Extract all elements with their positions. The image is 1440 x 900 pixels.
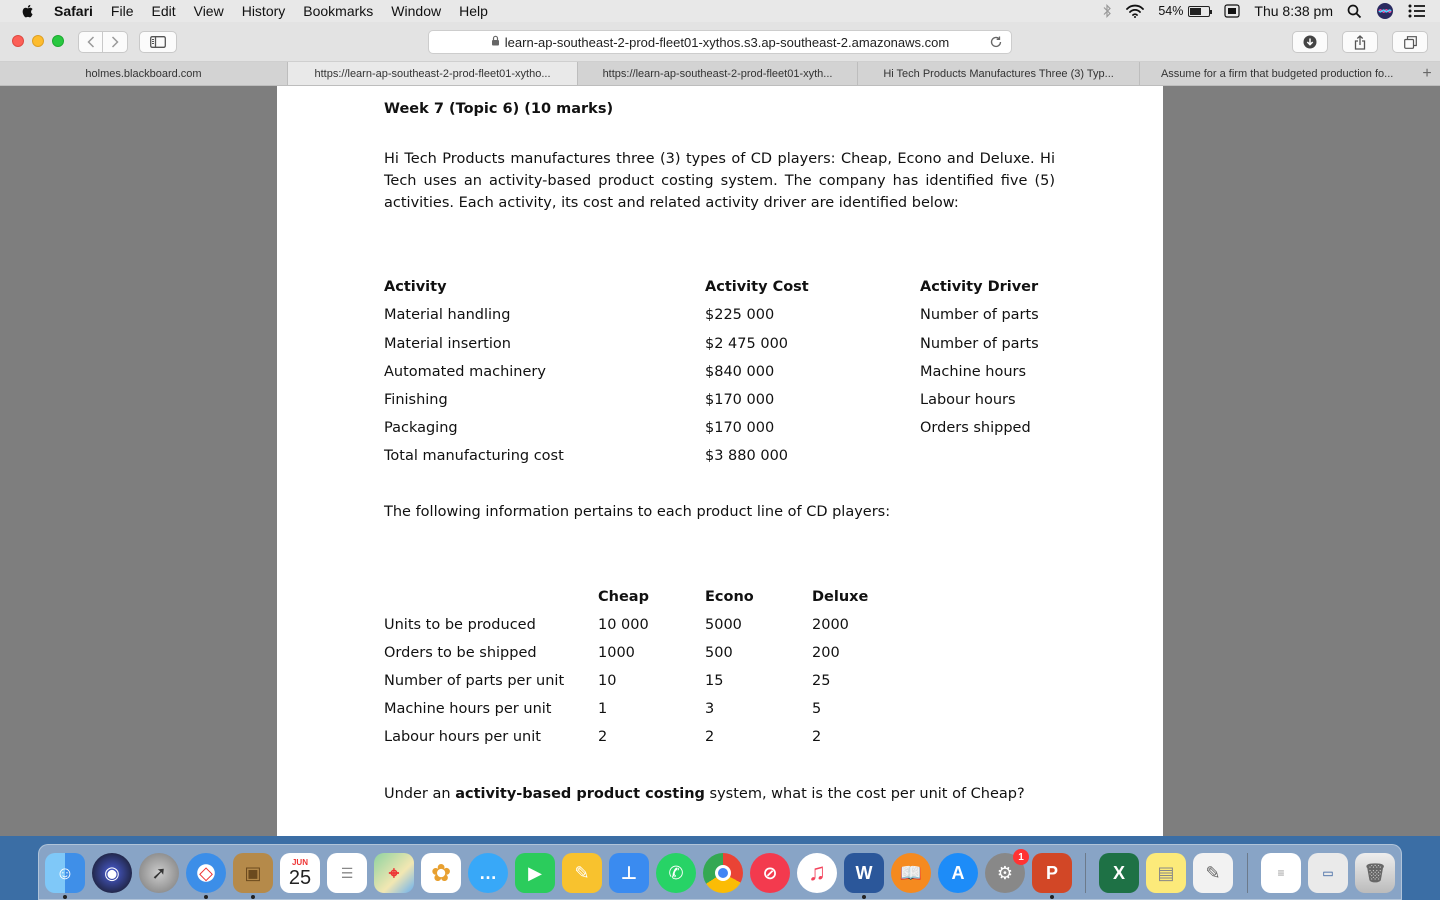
activity-total-cost: $3 880 000 [705, 448, 789, 464]
activity-cost: $2 475 000 [705, 336, 789, 352]
menu-bar [0, 0, 1440, 22]
product-cell: 2 [812, 729, 822, 745]
back-button[interactable] [78, 31, 103, 53]
photos-icon[interactable]: ✿ [421, 853, 461, 893]
tab-title: holmes.blackboard.com [85, 67, 202, 80]
activity-driver: Labour hours [920, 392, 1016, 408]
toolbar-right-buttons [1292, 31, 1428, 53]
product-cell: 10 [598, 673, 617, 689]
books-icon[interactable]: 📖 [891, 853, 931, 893]
calendar-icon[interactable] [280, 853, 320, 893]
product-cell: 1000 [598, 645, 635, 661]
window-controls [12, 35, 64, 47]
product-cell: 25 [812, 673, 831, 689]
menu-file[interactable]: File [110, 3, 134, 19]
menu-history[interactable]: History [241, 3, 286, 19]
trash-icon[interactable]: 🗑 [1355, 853, 1395, 893]
tab-budgeted-production[interactable] [1140, 62, 1414, 85]
keynote-icon[interactable]: ⊥ [609, 853, 649, 893]
tab-xythos-2[interactable] [578, 62, 858, 85]
app-store-icon[interactable]: A [938, 853, 978, 893]
notes-icon[interactable]: ▤ [1146, 853, 1186, 893]
menu-help[interactable]: Help [459, 3, 488, 19]
activity-driver: Number of parts [920, 336, 1039, 352]
system-preferences-icon[interactable]: ⚙ 1 [985, 853, 1025, 893]
whatsapp-icon[interactable]: ✆ [656, 853, 696, 893]
product-cell: 500 [705, 645, 733, 661]
product-cell: 2000 [812, 617, 849, 633]
menu-bookmarks[interactable]: Bookmarks [303, 3, 374, 19]
activity-total-label: Total manufacturing cost [384, 448, 564, 464]
window-minimize-button[interactable] [32, 35, 44, 47]
lock-icon [491, 35, 500, 49]
maps-icon[interactable]: ⌖ [374, 853, 414, 893]
running-indicator [251, 895, 255, 899]
question-pre: Under an [384, 786, 456, 802]
battery-icon [1188, 6, 1210, 17]
product-row-label: Labour hours per unit [384, 729, 541, 745]
activity-name: Material insertion [384, 336, 511, 352]
share-icon [1354, 35, 1366, 50]
siri-menu-icon[interactable] [1376, 2, 1394, 20]
download-icon [1303, 35, 1317, 49]
dock-separator [1247, 853, 1248, 893]
product-cell: 200 [812, 645, 840, 661]
pdf-page [277, 86, 1163, 836]
wifi-icon[interactable] [1126, 4, 1144, 18]
activity-name: Packaging [384, 420, 458, 436]
menu-view[interactable]: View [193, 3, 224, 19]
product-info-intro: The following information pertains to each product line of CD players: [384, 504, 891, 520]
chrome-center-icon [715, 865, 731, 881]
activity-driver: Machine hours [920, 364, 1027, 380]
word-icon[interactable] [844, 853, 884, 893]
preview-document-icon[interactable]: ▭ [1308, 853, 1348, 893]
excel-icon[interactable] [1099, 853, 1139, 893]
nav-buttons [78, 31, 128, 53]
share-button[interactable] [1342, 31, 1378, 53]
activity-cost: $225 000 [705, 307, 775, 323]
activities-header-activity: Activity [384, 279, 447, 295]
tab-title: https://learn-ap-southeast-2-prod-fleet01-xyth... [602, 67, 833, 80]
notification-badge: 1 [1013, 849, 1029, 865]
activities-header-cost: Activity Cost [705, 279, 809, 295]
window-zoom-button[interactable] [52, 35, 64, 47]
contacts-icon[interactable]: ▣ [233, 853, 273, 893]
tab-title: https://learn-ap-southeast-2-prod-fleet01-xytho... [314, 67, 551, 80]
music-icon[interactable]: ♫ [797, 853, 837, 893]
product-row-label: Machine hours per unit [384, 701, 552, 717]
textedit-icon[interactable]: ✎ [1193, 853, 1233, 893]
page-title: Week 7 (Topic 6) (10 marks) [384, 101, 614, 117]
activity-name: Finishing [384, 392, 448, 408]
activity-cost: $170 000 [705, 392, 775, 408]
calendar-month: JUN [291, 857, 308, 867]
running-indicator [1050, 895, 1054, 899]
forward-button[interactable] [103, 31, 128, 53]
product-cell: 2 [598, 729, 608, 745]
running-indicator [63, 895, 67, 899]
product-header-econo: Econo [705, 589, 754, 605]
powerpoint-icon[interactable] [1032, 853, 1072, 893]
facetime-icon[interactable]: ▶ [515, 853, 555, 893]
activity-driver: Orders shipped [920, 420, 1031, 436]
reminders-icon[interactable]: ☰ [327, 853, 367, 893]
keyboard-input-icon[interactable] [1224, 4, 1240, 18]
apple-menu-icon[interactable] [20, 3, 36, 19]
finder-icon[interactable]: ☺ [45, 853, 85, 893]
tab-title: Hi Tech Products Manufactures Three (3) Typ... [883, 67, 1114, 80]
chrome-icon[interactable] [703, 853, 743, 893]
running-indicator [204, 895, 208, 899]
safari-icon[interactable]: ◇ [186, 853, 226, 893]
activities-header-driver: Activity Driver [920, 279, 1039, 295]
news-icon[interactable]: ⊘ [750, 853, 790, 893]
show-sidebar-button[interactable] [139, 31, 177, 53]
question-post: system, what is the cost per unit of Cheap? [704, 786, 1025, 802]
excel-letter: X [1112, 862, 1125, 883]
battery-status[interactable] [1158, 4, 1210, 18]
running-indicator [862, 895, 866, 899]
address-bar[interactable] [428, 30, 1012, 54]
question-bold: activity-based product costing [455, 786, 705, 802]
bluetooth-icon[interactable] [1102, 4, 1112, 18]
messages-icon[interactable]: … [468, 853, 508, 893]
docx-document-icon[interactable]: ≡ [1261, 853, 1301, 893]
downloads-button[interactable] [1292, 31, 1328, 53]
tab-xythos-active[interactable] [288, 62, 578, 85]
product-cell: 1 [598, 701, 608, 717]
product-header-cheap: Cheap [598, 589, 649, 605]
sidebar-icon [150, 36, 166, 48]
page-viewport [0, 86, 1440, 836]
launchpad-icon[interactable]: ➚ [139, 853, 179, 893]
intro-paragraph: Hi Tech Products manufactures three (3) types of CD players: Cheap, Econo and Deluxe. Hi Tech uses an activity-based product costing system. The company has identified five (5) activities. Each activity, its cost and related activity driver are identified below: [384, 151, 1055, 211]
activity-name: Material handling [384, 307, 511, 323]
dock [38, 844, 1402, 900]
window-close-button[interactable] [12, 35, 24, 47]
reload-icon[interactable] [989, 35, 1003, 49]
tab-overview-button[interactable] [1392, 31, 1428, 53]
pages-icon[interactable]: ✎ [562, 853, 602, 893]
powerpoint-letter: P [1045, 862, 1058, 883]
product-cell: 5 [812, 701, 822, 717]
product-cell: 2 [705, 729, 715, 745]
product-row-label: Number of parts per unit [384, 673, 565, 689]
tab-hi-tech-products[interactable] [858, 62, 1140, 85]
product-row-label: Units to be produced [384, 617, 536, 633]
menu-app-name[interactable]: Safari [54, 3, 93, 19]
chevron-right-icon [111, 36, 119, 48]
product-cell: 5000 [705, 617, 742, 633]
tab-blackboard[interactable] [0, 62, 288, 85]
menu-window[interactable]: Window [391, 3, 442, 19]
dock-separator [1085, 853, 1086, 893]
tab-title: Assume for a firm that budgeted production fo... [1160, 67, 1394, 80]
chevron-left-icon [87, 36, 95, 48]
product-row-label: Orders to be shipped [384, 645, 537, 661]
spotlight-search-icon[interactable] [1347, 4, 1362, 19]
question-text [384, 786, 1025, 802]
notification-center-icon[interactable] [1408, 4, 1426, 18]
address-url: learn-ap-southeast-2-prod-fleet01-xythos.s3.ap-southeast-2.amazonaws.com [504, 34, 950, 50]
tabs-icon [1404, 36, 1417, 49]
activity-cost: $840 000 [705, 364, 775, 380]
menu-clock[interactable]: Thu 8:38 pm [1254, 3, 1333, 19]
activity-driver: Number of parts [920, 307, 1039, 323]
product-cell: 15 [705, 673, 724, 689]
activity-cost: $170 000 [705, 420, 775, 436]
product-cell: 10 000 [598, 617, 649, 633]
product-cell: 3 [705, 701, 715, 717]
word-letter: W [855, 862, 873, 883]
battery-percent: 54% [1158, 4, 1184, 18]
siri-icon[interactable]: ◉ [92, 853, 132, 893]
activity-name: Automated machinery [384, 364, 546, 380]
tab-bar [0, 62, 1440, 86]
plus-icon: + [1422, 64, 1432, 82]
calendar-day: 25 [288, 866, 312, 889]
new-tab-button[interactable] [1414, 62, 1440, 85]
product-header-deluxe: Deluxe [812, 589, 869, 605]
menu-edit[interactable]: Edit [151, 3, 176, 19]
browser-toolbar [0, 22, 1440, 62]
